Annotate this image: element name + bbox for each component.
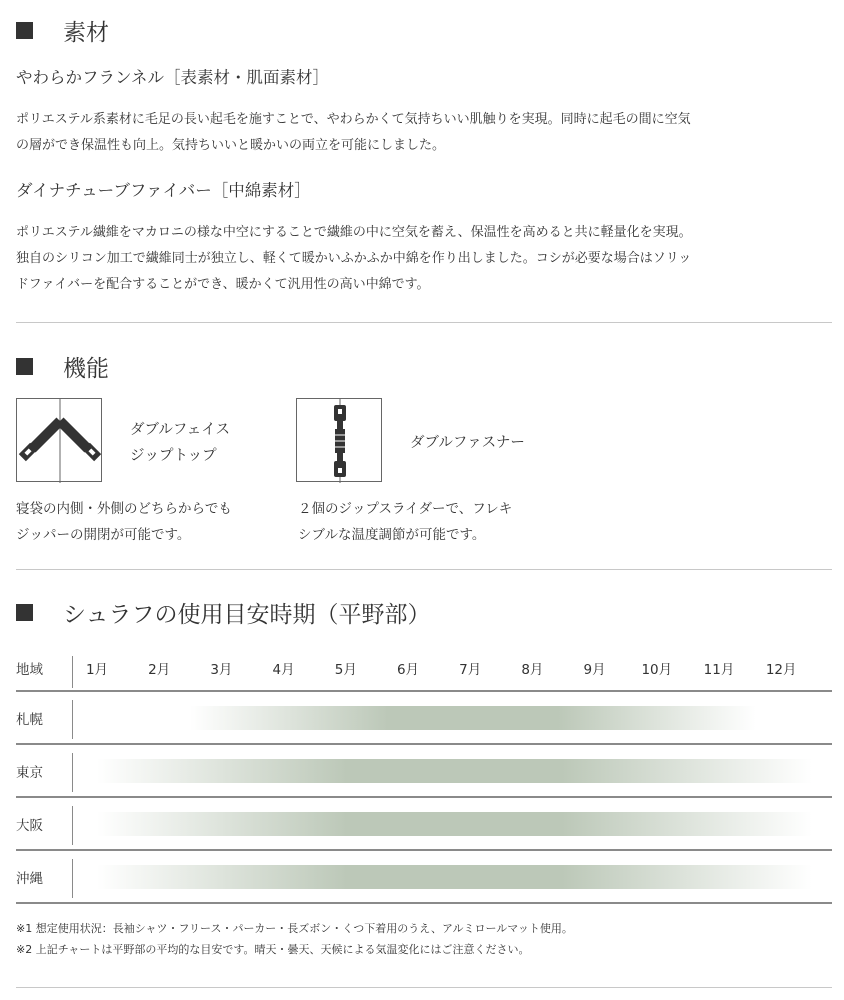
footnote-1: ※1 想定使用状況：長袖シャツ・フリース・パーカー・長ズボン・くつ下着用のうえ、アルミロールマット使用。 (16, 922, 573, 935)
fiber-line-3: ドファイバーを配合することができ、暖かくて汎用性の高い中綿です。 (16, 277, 430, 292)
fiber-line-1: ポリエステル繊維をマカロニの様な中空にすることで繊維の中に空気を蓄え、保温性を高めると共に軽量化を実現。 (16, 225, 692, 240)
double-face-zip-description (16, 496, 232, 548)
usage-bar (97, 759, 812, 783)
double-fastener-icon (296, 398, 382, 482)
features-section-title-text: 機能 (63, 356, 109, 382)
double-face-zip-desc-line-1: 寝袋の内側・外側のどちらからでも (16, 501, 232, 517)
chart-grid-line (16, 849, 832, 851)
month-label: 11月 (703, 662, 735, 678)
double-fastener-desc-line-2: シブルな温度調節が可能です。 (298, 527, 486, 543)
section-square-icon (16, 604, 33, 621)
flannel-line-2: の層ができ保温性も向上。気持ちいいと暖かいの両立を可能にしました。 (16, 138, 446, 153)
usage-bar (190, 706, 756, 730)
flannel-description (16, 107, 832, 159)
month-label: 8月 (521, 662, 544, 678)
chart-grid-line (16, 743, 832, 745)
region-header-label: 地域 (16, 662, 43, 678)
chart-separator (72, 806, 73, 845)
usage-bar (97, 865, 812, 889)
double-fastener-name (410, 430, 525, 456)
chart-separator (72, 859, 73, 898)
section-square-icon (16, 22, 33, 39)
region-label: 沖縄 (16, 871, 43, 887)
double-face-zip-name-line-1: ダブルフェイス (130, 422, 231, 438)
footnote-2: ※2 上記チャートは平野部の平均的な目安です。晴天・曇天、天候による気温変化にはご注意ください。 (16, 943, 530, 956)
features-section-title (16, 350, 109, 383)
chart-separator (72, 753, 73, 792)
double-face-zip-desc-line-2: ジッパーの開閉が可能です。 (16, 527, 191, 543)
chart-grid-line (16, 690, 832, 692)
region-label: 札幌 (16, 712, 43, 728)
region-label: 大阪 (16, 818, 43, 834)
materials-section-title-text: 素材 (63, 20, 109, 46)
double-fastener-name-line-1: ダブルファスナー (410, 435, 525, 451)
divider (16, 569, 832, 570)
double-fastener-desc-line-1: ２個のジップスライダーで、フレキ (298, 501, 513, 517)
month-label: 7月 (459, 662, 482, 678)
flannel-line-1: ポリエステル系素材に毛足の長い起毛を施すことで、やわらかくて気持ちいい肌触りを実現。同時に起毛の間に空気 (16, 112, 691, 127)
usage-bar (97, 812, 812, 836)
month-label: 12月 (765, 662, 797, 678)
double-face-zip-name-line-2: ジップトップ (130, 448, 217, 464)
divider (16, 987, 832, 988)
month-label: 5月 (334, 662, 357, 678)
fiber-title: ダイナチューブファイバー［中綿素材］ (16, 181, 311, 200)
month-label: 6月 (396, 662, 420, 678)
materials-section-title (16, 14, 109, 47)
double-face-zip-icon (16, 398, 102, 482)
month-label: 1月 (85, 662, 109, 678)
double-face-zip-name (130, 417, 230, 469)
usage-chart (16, 646, 832, 902)
month-label: 2月 (148, 662, 171, 678)
month-label: 3月 (210, 662, 233, 678)
usage-section-title-text: シュラフの使用目安時期（平野部） (63, 602, 431, 628)
usage-section-title (16, 596, 431, 629)
flannel-title: やわらかフランネル［表素材・肌面素材］ (16, 68, 330, 87)
chart-separator (72, 656, 73, 688)
month-label: 10月 (641, 662, 673, 678)
double-fastener-description (298, 496, 512, 548)
divider (16, 322, 832, 323)
chart-separator (72, 700, 73, 739)
region-label: 東京 (16, 765, 43, 781)
chart-grid-line (16, 902, 832, 904)
fiber-description (16, 220, 832, 298)
section-square-icon (16, 358, 33, 375)
month-label: 4月 (272, 662, 295, 678)
chart-grid-line (16, 796, 832, 798)
fiber-line-2: 独自のシリコン加工で繊維同士が独立し、軽くて暖かいふかふか中綿を作り出しました。コシが必要な場合はソリッ (16, 251, 692, 266)
month-label: 9月 (583, 662, 606, 678)
